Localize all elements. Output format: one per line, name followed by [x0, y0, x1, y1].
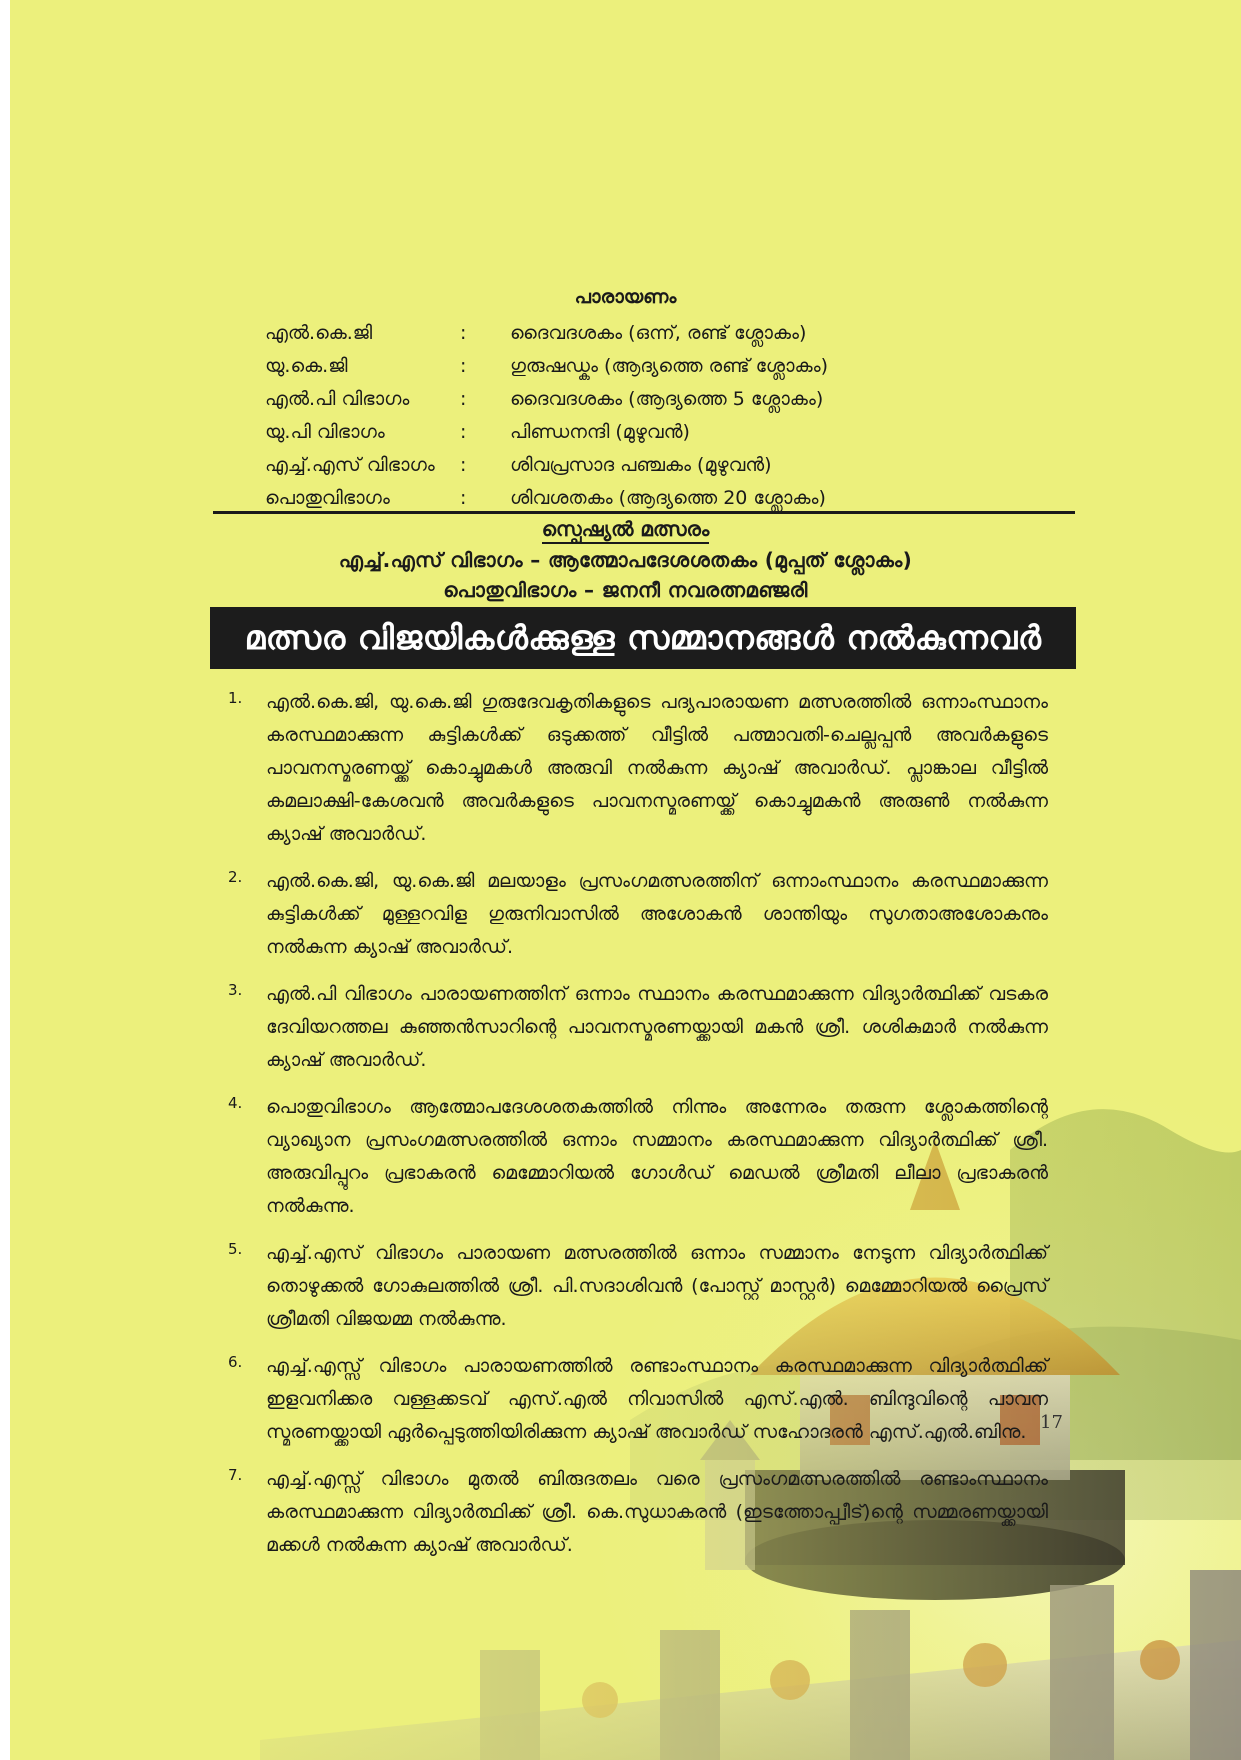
- row-value: ഗുരുഷഡ്കം (ആദ്യത്തെ രണ്ട് ശ്ലോകം): [510, 354, 829, 377]
- item-text: എച്ച്.എസ്സ് വിഭാഗം പാരായണത്തിൽ രണ്ടാംസ്ഥാനം കരസ്ഥമാക്കുന്ന വിദ്യാർത്ഥിക്ക് ഇളവനിക്കര വള്ളക്കടവ് എസ്.എൽ നിവാസിൽ എസ്.എൽ. ബിന്ദുവിന്റെ പാവന സ്മരണയ്ക്കായി ഏർപ്പെടുത്തിയിരിക്കുന്ന ക്യാഷ് അവാർഡ് സഹോദരൻ എസ്.എൽ.ബിനു.: [266, 1355, 1048, 1443]
- prize-item: [228, 1463, 1048, 1562]
- row-separator: :: [460, 354, 467, 377]
- item-text: എൽ.കെ.ജി, യു.കെ.ജി മലയാളം പ്രസംഗമത്സരത്തിന് ഒന്നാംസ്ഥാനം കരസ്ഥമാക്കുന്ന കുട്ടികൾക്ക് മുള്ളറവിള ഗുരുനിവാസിൽ അശോകൻ ശാന്തിയും സുഗതാഅശോകനും നൽകുന്ന ക്യാഷ് അവാർഡ്.: [266, 870, 1048, 958]
- content: [10, 0, 1241, 1760]
- document-page: [10, 0, 1241, 1760]
- row-separator: :: [460, 453, 467, 476]
- row-category: എൽ.കെ.ജി: [265, 321, 373, 344]
- item-number: 1.: [228, 689, 243, 707]
- prize-item: [228, 1350, 1048, 1449]
- prize-item: [228, 865, 1048, 964]
- item-number: 4.: [228, 1094, 243, 1112]
- row-value: പിണ്ഡനന്ദി (മുഴുവൻ): [510, 420, 690, 443]
- item-number: 6.: [228, 1353, 243, 1371]
- row-value: ദൈവദശകം (ഒന്ന്, രണ്ട് ശ്ലോകം): [510, 321, 807, 344]
- prize-givers-banner: മത്സര വിജയികൾക്കുള്ള സമ്മാനങ്ങൾ നൽകുന്നവർ: [210, 607, 1076, 669]
- prize-item: [228, 686, 1048, 851]
- parayanam-row: [265, 316, 1065, 349]
- row-separator: :: [460, 486, 467, 509]
- parayanam-row: [265, 349, 1065, 382]
- item-number: 3.: [228, 981, 243, 999]
- row-category: യു.പി വിഭാഗം: [265, 420, 385, 443]
- parayanam-heading: പാരായണം: [574, 286, 677, 308]
- section-divider: [213, 511, 1075, 514]
- item-text: എൽ.കെ.ജി, യു.കെ.ജി ഗുരുദേവകൃതികളുടെ പദ്യപാരായണ മത്സരത്തിൽ ഒന്നാംസ്ഥാനം കരസ്ഥമാക്കുന്ന കുട്ടികൾക്ക് ഒടുക്കത്ത് വീട്ടിൽ പത്മാവതി-ചെല്ലപ്പൻ അവർകളുടെ പാവനസ്മരണയ്ക്ക് കൊച്ചുമകൾ അരുവി നൽകുന്ന ക്യാഷ് അവാർഡ്. പ്ലാങ്കാല വീട്ടിൽ കമലാക്ഷി-കേശവൻ അവർകളുടെ പാവനസ്മരണയ്ക്ക് കൊച്ചുമകൻ അരുൺ നൽകുന്ന ക്യാഷ് അവാർഡ്.: [266, 691, 1048, 845]
- prize-item: [228, 1237, 1048, 1336]
- parayanam-row: [265, 481, 1065, 514]
- item-number: 5.: [228, 1240, 243, 1258]
- item-number: 7.: [228, 1466, 243, 1484]
- item-text: എച്ച്.എസ്സ് വിഭാഗം മുതൽ ബിരുദതലം വരെ പ്രസംഗമത്സരത്തിൽ രണ്ടാംസ്ഥാനം കരസ്ഥമാക്കുന്ന വിദ്യാർത്ഥിക്ക് ശ്രീ. കെ.സുധാകരൻ (ഇടത്തോപ്പ്വീട്)ന്റെ സമ്മരണയ്ക്കായി മക്കൾ നൽകുന്ന ക്യാഷ് അവാർഡ്.: [266, 1468, 1048, 1556]
- row-value: ദൈവദശകം (ആദ്യത്തെ 5 ശ്ലോകം): [510, 387, 824, 410]
- special-line-general: പൊതുവിഭാഗം – ജനനീ നവരത്നമഞ്ജരി: [443, 578, 808, 602]
- special-heading: [10, 517, 1241, 541]
- parayanam-table: [265, 316, 1065, 514]
- parayanam-row: [265, 415, 1065, 448]
- special-heading-text: സ്പെഷ്യൽ മത്സരം: [542, 517, 709, 544]
- row-value: ശിവശതകം (ആദ്യത്തെ 20 ശ്ലോകം): [510, 486, 826, 509]
- row-category: എച്ച്.എസ് വിഭാഗം: [265, 453, 435, 476]
- row-category: യു.കെ.ജി: [265, 354, 348, 377]
- item-text: പൊതുവിഭാഗം ആത്മോപദേശശതകത്തിൽ നിന്നും അന്നേരം തരുന്ന ശ്ലോകത്തിന്റെ വ്യാഖ്യാന പ്രസംഗമത്സരത്തിൽ ഒന്നാം സമ്മാനം കരസ്ഥമാക്കുന്ന വിദ്യാർത്ഥിക്ക് ശ്രീ. അരുവിപ്പുറം പ്രഭാകരൻ മെമ്മോറിയൽ ഗോൾഡ് മെഡൽ ശ്രീമതി ലീലാ പ്രഭാകരൻ നൽകുന്നു.: [266, 1096, 1048, 1217]
- special-line-hs: എച്ച്.എസ് വിഭാഗം – ആത്മോപദേശശതകം (മുപ്പത് ശ്ലോകം): [338, 548, 913, 572]
- row-category: എൽ.പി വിഭാഗം: [265, 387, 410, 410]
- item-text: എച്ച്.എസ് വിഭാഗം പാരായണ മത്സരത്തിൽ ഒന്നാം സമ്മാനം നേടുന്ന വിദ്യാർത്ഥിക്ക് തൊഴുക്കൽ ഗോകുലത്തിൽ ശ്രീ. പി.സദാശിവൻ (പോസ്റ്റ് മാസ്റ്റർ) മെമ്മോറിയൽ പ്രൈസ് ശ്രീമതി വിജയമ്മ നൽകുന്നു.: [266, 1242, 1048, 1330]
- row-separator: :: [460, 387, 467, 410]
- row-category: പൊതുവിഭാഗം: [265, 486, 390, 509]
- prize-list: [228, 686, 1048, 1576]
- page-number: 17: [1040, 1412, 1063, 1433]
- item-text: എൽ.പി വിഭാഗം പാരായണത്തിന് ഒന്നാം സ്ഥാനം കരസ്ഥമാക്കുന്ന വിദ്യാർത്ഥിക്ക് വടകര ദേവിയറത്തല കുഞ്ഞൻസാറിന്റെ പാവനസ്മരണയ്ക്കായി മകൻ ശ്രീ. ശശികുമാർ നൽകുന്ന ക്യാഷ് അവാർഡ്.: [266, 983, 1048, 1071]
- row-value: ശിവപ്രസാദ പഞ്ചകം (മുഴുവൻ): [510, 453, 772, 476]
- row-separator: :: [460, 321, 467, 344]
- parayanam-row: [265, 448, 1065, 481]
- row-separator: :: [460, 420, 467, 443]
- prize-item: [228, 978, 1048, 1077]
- item-number: 2.: [228, 868, 243, 886]
- parayanam-row: [265, 382, 1065, 415]
- prize-item: [228, 1091, 1048, 1223]
